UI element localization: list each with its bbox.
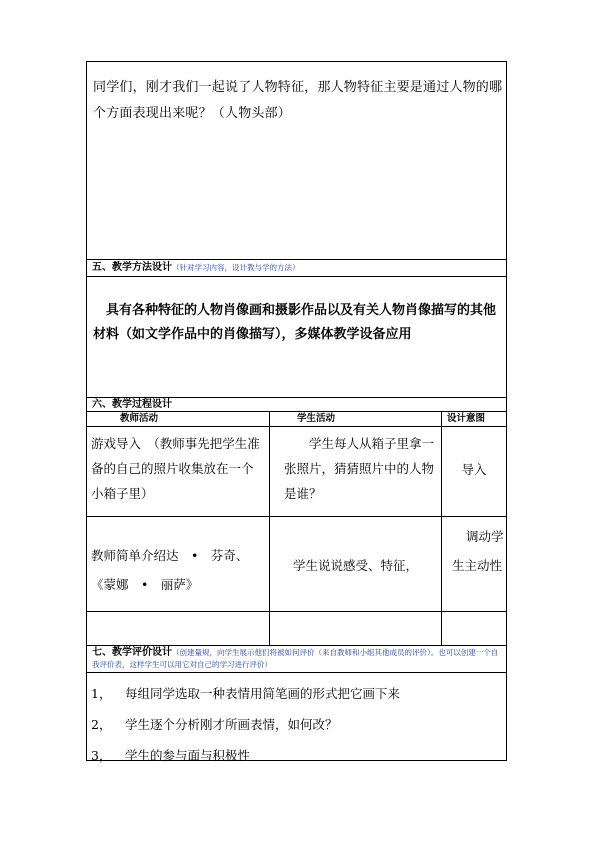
section5-body-cell — [87, 276, 506, 397]
teacher-activity: 游戏导入 （教师事先把学生准备的自己的照片收集放在一个小箱子里） — [91, 436, 260, 501]
item-number: 2， — [91, 717, 112, 732]
item-text: 学生的参与面与积极性 — [125, 748, 251, 763]
lesson-plan-table — [86, 61, 507, 761]
intro-text: 同学们，刚才我们一起说了人物特征，那人物特征主要是通过人物的哪个方面表现出来呢？（人物头部） — [93, 80, 503, 121]
design-intent: 调动学生主动性 — [452, 529, 504, 573]
list-item — [91, 712, 501, 743]
list-item — [91, 743, 501, 774]
process-table-header — [87, 411, 506, 426]
section7-body — [87, 672, 506, 763]
item-number: 3， — [91, 748, 112, 763]
intro-cell — [87, 62, 506, 259]
section6-heading: 六、教学过程设计 — [92, 399, 172, 410]
col-teacher-header: 教师活动 — [120, 413, 159, 424]
section7-heading: 七、教学评价设计 — [92, 647, 172, 658]
list-item — [91, 681, 501, 712]
col-intent-header: 设计意图 — [447, 413, 486, 424]
evaluation-list — [91, 681, 501, 774]
design-intent: 导入 — [461, 462, 487, 477]
section5-header — [87, 259, 506, 276]
section7-header — [87, 645, 506, 672]
section5-body: 具有各种特征的人物肖像画和摄影作品以及有关人物肖像描写的其他材料（如文学作品中的肖像描写），多媒体教学设备应用 — [93, 303, 497, 342]
item-text: 学生逐个分析刚才所画表情，如何改？ — [125, 717, 338, 732]
student-activity: 学生每人从箱子里拿一张照片，猜猜照片中的人物是谁？ — [284, 436, 435, 501]
table-row — [87, 516, 506, 611]
section5-note: （针对学习内容，设计教与学的方法） — [172, 263, 300, 272]
section5-heading: 五、教学方法设计 — [92, 262, 172, 273]
item-text: 每组同学选取一种表情用简笔画的形式把它画下来 — [125, 686, 401, 701]
section7-note: （创建量规，向学生展示他们将被如何评价（来自教师和小组其他成员的评价）。也可以创建一个自我评价表，这样学生可以用它对自己的学习进行评价） — [92, 648, 499, 669]
teacher-activity: 教师简单介绍达 • 芬奇、《蒙娜 • 丽萨》 — [91, 548, 249, 592]
section6-header — [87, 397, 506, 411]
table-row — [87, 611, 506, 645]
item-number: 1， — [91, 686, 112, 701]
student-activity: 学生说说感受、特征， — [292, 558, 418, 573]
table-row — [87, 426, 506, 516]
col-student-header: 学生活动 — [297, 413, 336, 424]
